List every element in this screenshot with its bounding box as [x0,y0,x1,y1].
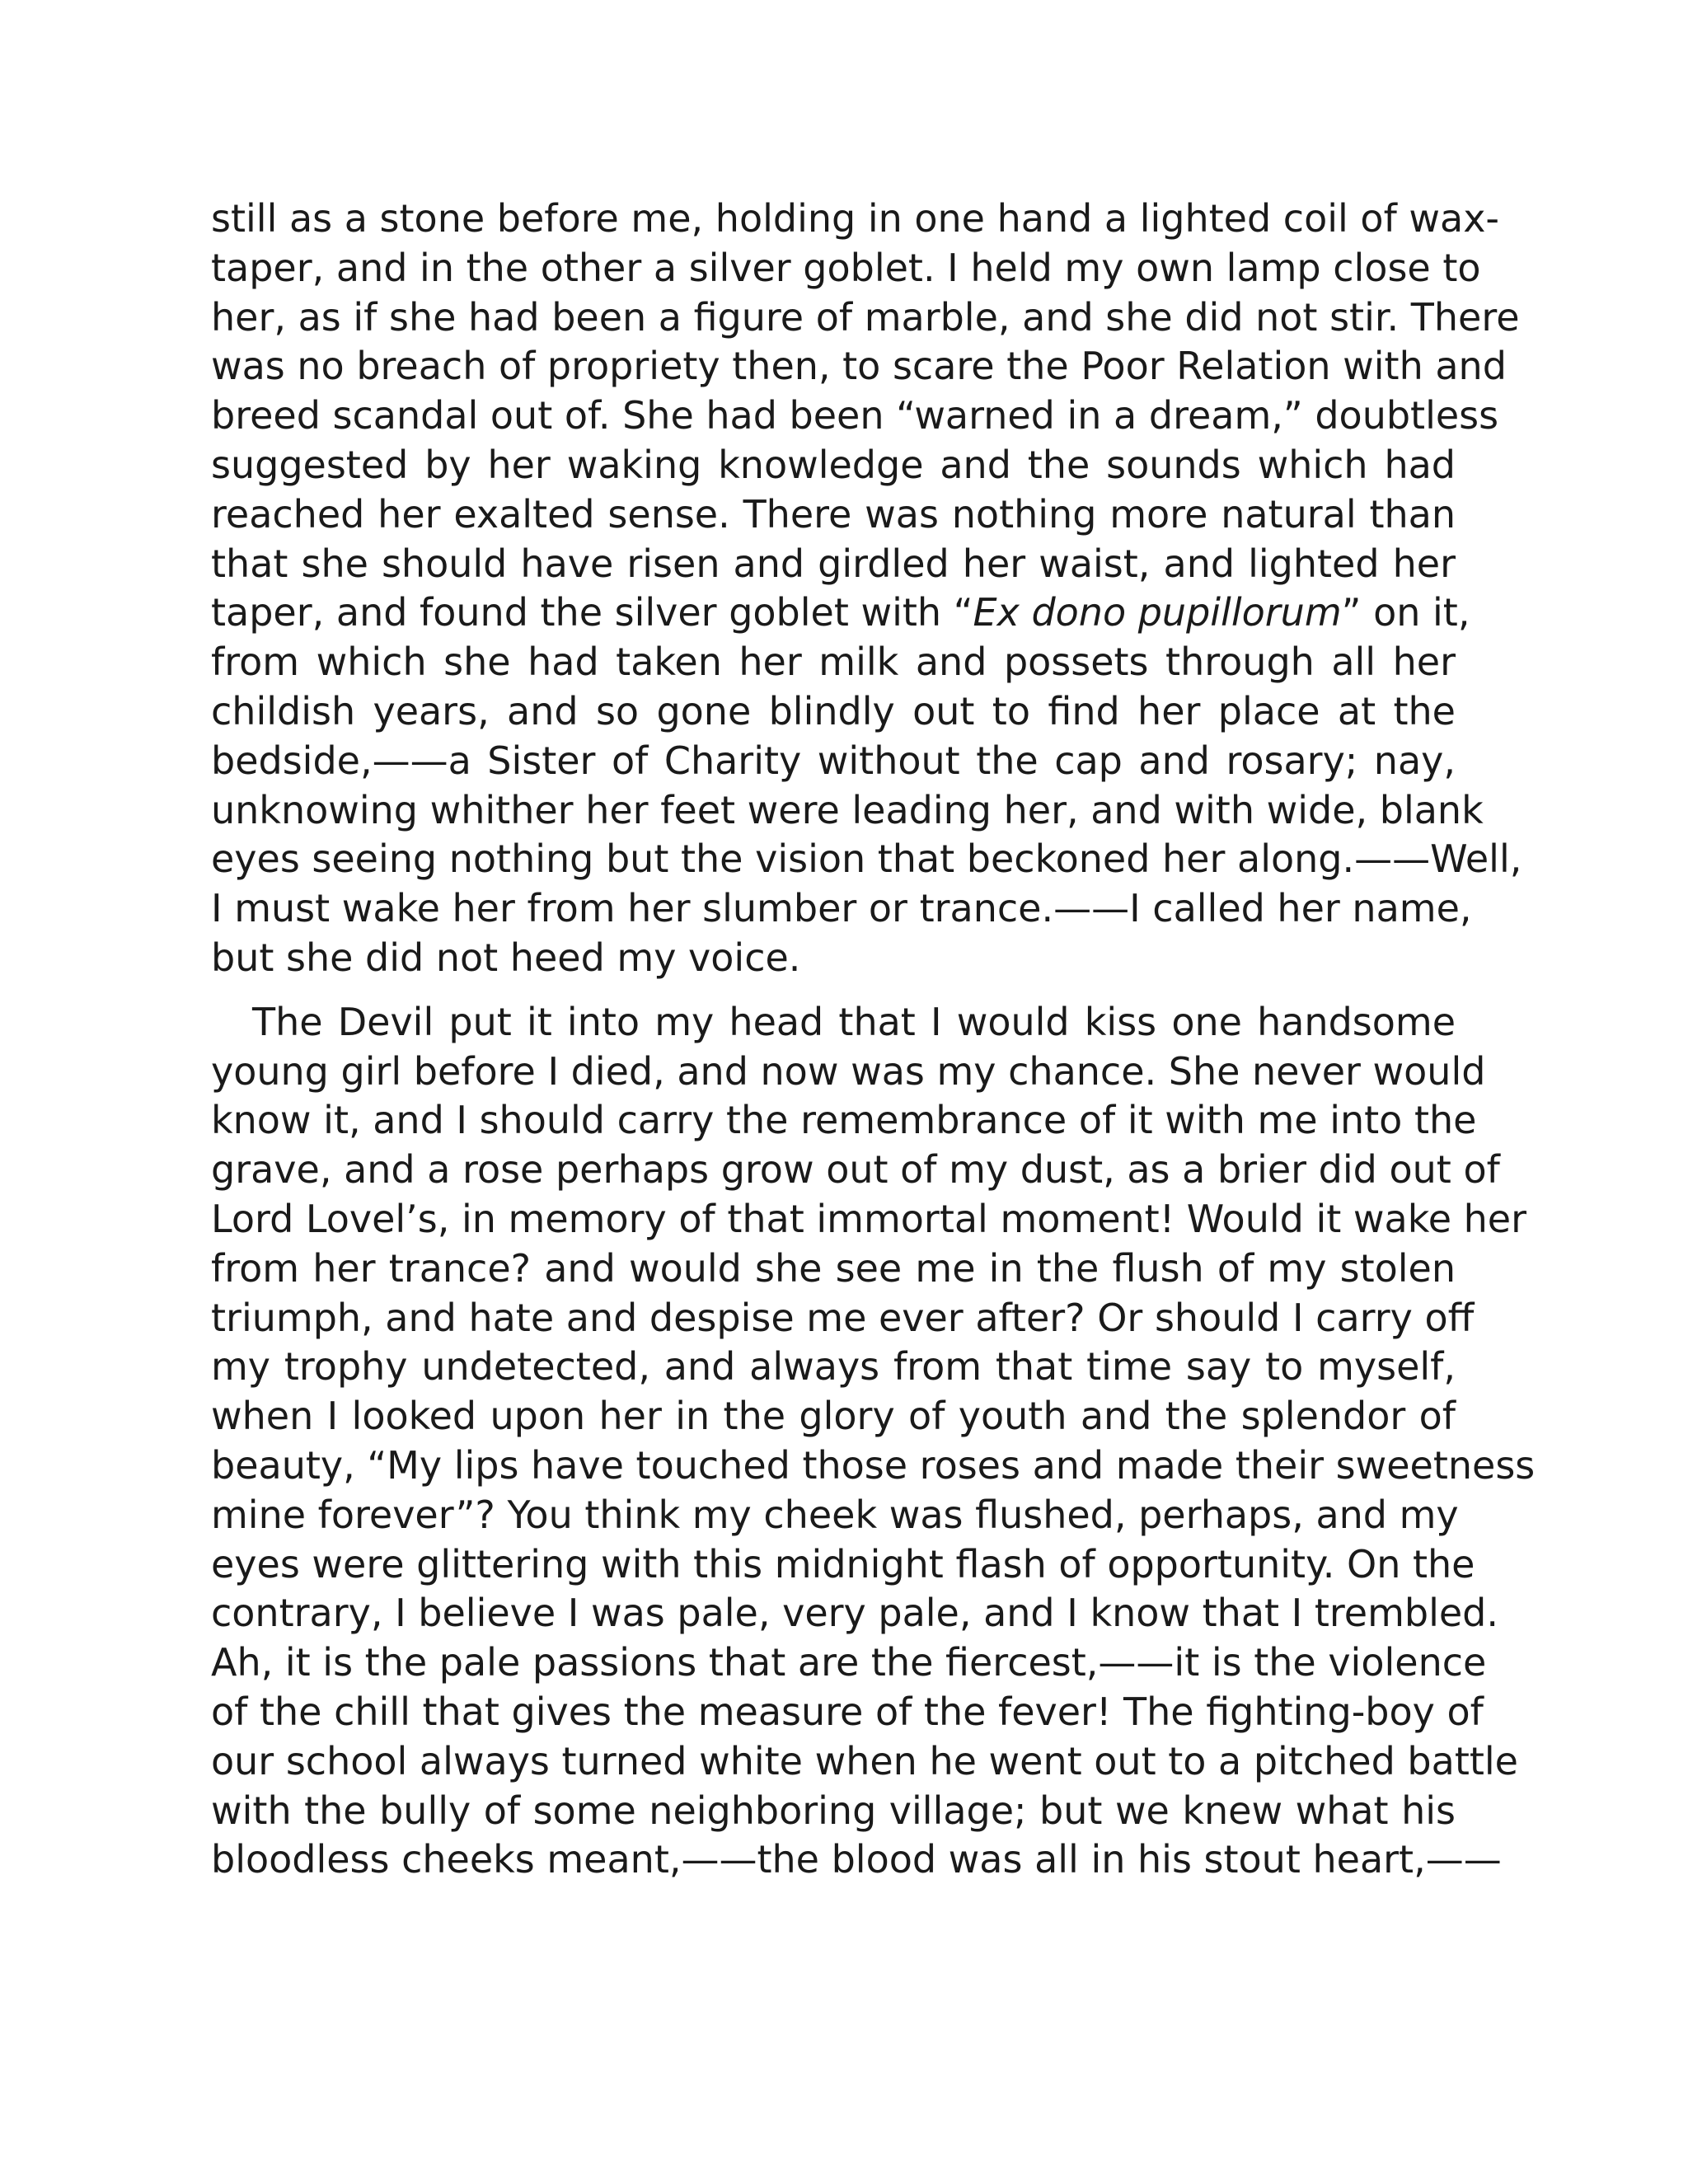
text-line-with-italic [211,588,1470,638]
text-line: when I looked upon her in the glory of youth and the splendor of [211,1394,1456,1439]
text-line: beauty, “My lips have touched those roses and made their sweetness [211,1442,1536,1488]
text-line: my trophy undetected, and always from that time say to myself, [211,1344,1456,1390]
text-line: with the bully of some neighboring village; but we knew what his [211,1788,1456,1833]
text-line: bloodless cheeks meant,——the blood was all in his stout heart,—— [211,1837,1502,1882]
text-line: unknowing whither her feet were leading her, and with wide, blank [211,787,1484,832]
text-line: that she should have risen and girdled her waist, and lighted her [211,541,1456,586]
text-line: breed scandal out of. She had been “warned in a dream,” doubtless [211,393,1499,438]
body-text [211,194,1536,1885]
text-line: still as a stone before me, holding in one hand a lighted coil of wax- [211,196,1500,241]
text-line: childish years, and so gone blindly out to find her place at the [211,688,1456,733]
text-line: from which she had taken her milk and possets through all her [211,640,1456,685]
text-line: suggested by her waking knowledge and the sounds which had [211,442,1456,487]
text-line: was no breach of propriety then, to scare the Poor Relation with and [211,344,1507,389]
paragraph-1 [211,194,1522,983]
paragraph-spacer [211,983,1456,998]
text-line: triumph, and hate and despise me ever after? Or should I carry off [211,1295,1475,1340]
text-segment: The Devil put it into my head that I would kiss one handsome [252,999,1456,1044]
text-line: mine forever”? You think my cheek was flushed, perhaps, and my [211,1492,1459,1537]
text-line: know it, and I should carry the remembrance of it with me into the [211,1098,1477,1143]
text-line: young girl before I died, and now was my chance. She never would [211,1048,1486,1094]
text-line: Ah, it is the pale passions that are the fiercest,——it is the violence [211,1640,1487,1685]
text-line: I must wake her from her slumber or trance.——I called her name, [211,886,1472,931]
text-segment: taper, and found the silver goblet with “ [211,590,973,635]
text-line: our school always turned white when he went out to a pitched battle [211,1738,1518,1783]
text-line: contrary, I believe I was pale, very pale, and I know that I trembled. [211,1591,1499,1636]
text-line: eyes were glittering with this midnight flash of opportunity. On the [211,1541,1475,1586]
text-line: of the chill that gives the measure of the fever! The fighting-boy of [211,1689,1484,1734]
text-segment: ” on it, [1341,590,1470,635]
text-line: bedside,——a Sister of Charity without the cap and rosary; nay, [211,738,1456,783]
text-line: her, as if she had been a figure of marble, and she did not stir. There [211,294,1520,340]
paragraph-2 [211,998,1536,1885]
text-line: reached her exalted sense. There was nothing more natural than [211,491,1456,537]
text-line: from her trance? and would she see me in the flush of my stolen [211,1245,1456,1291]
text-line: grave, and a rose perhaps grow out of my dust, as a brier did out of [211,1147,1500,1193]
text-line: but she did not heed my voice. [211,935,801,980]
text-line: Lord Lovel’s, in memory of that immortal moment! Would it wake her [211,1196,1526,1241]
text-line: eyes seeing nothing but the vision that beckoned her along.——Well, [211,837,1522,882]
text-line [211,998,1456,1047]
text-line: taper, and in the other a silver goblet. I held my own lamp close to [211,245,1481,290]
latin-inscription: Ex dono pupillorum [973,590,1342,635]
